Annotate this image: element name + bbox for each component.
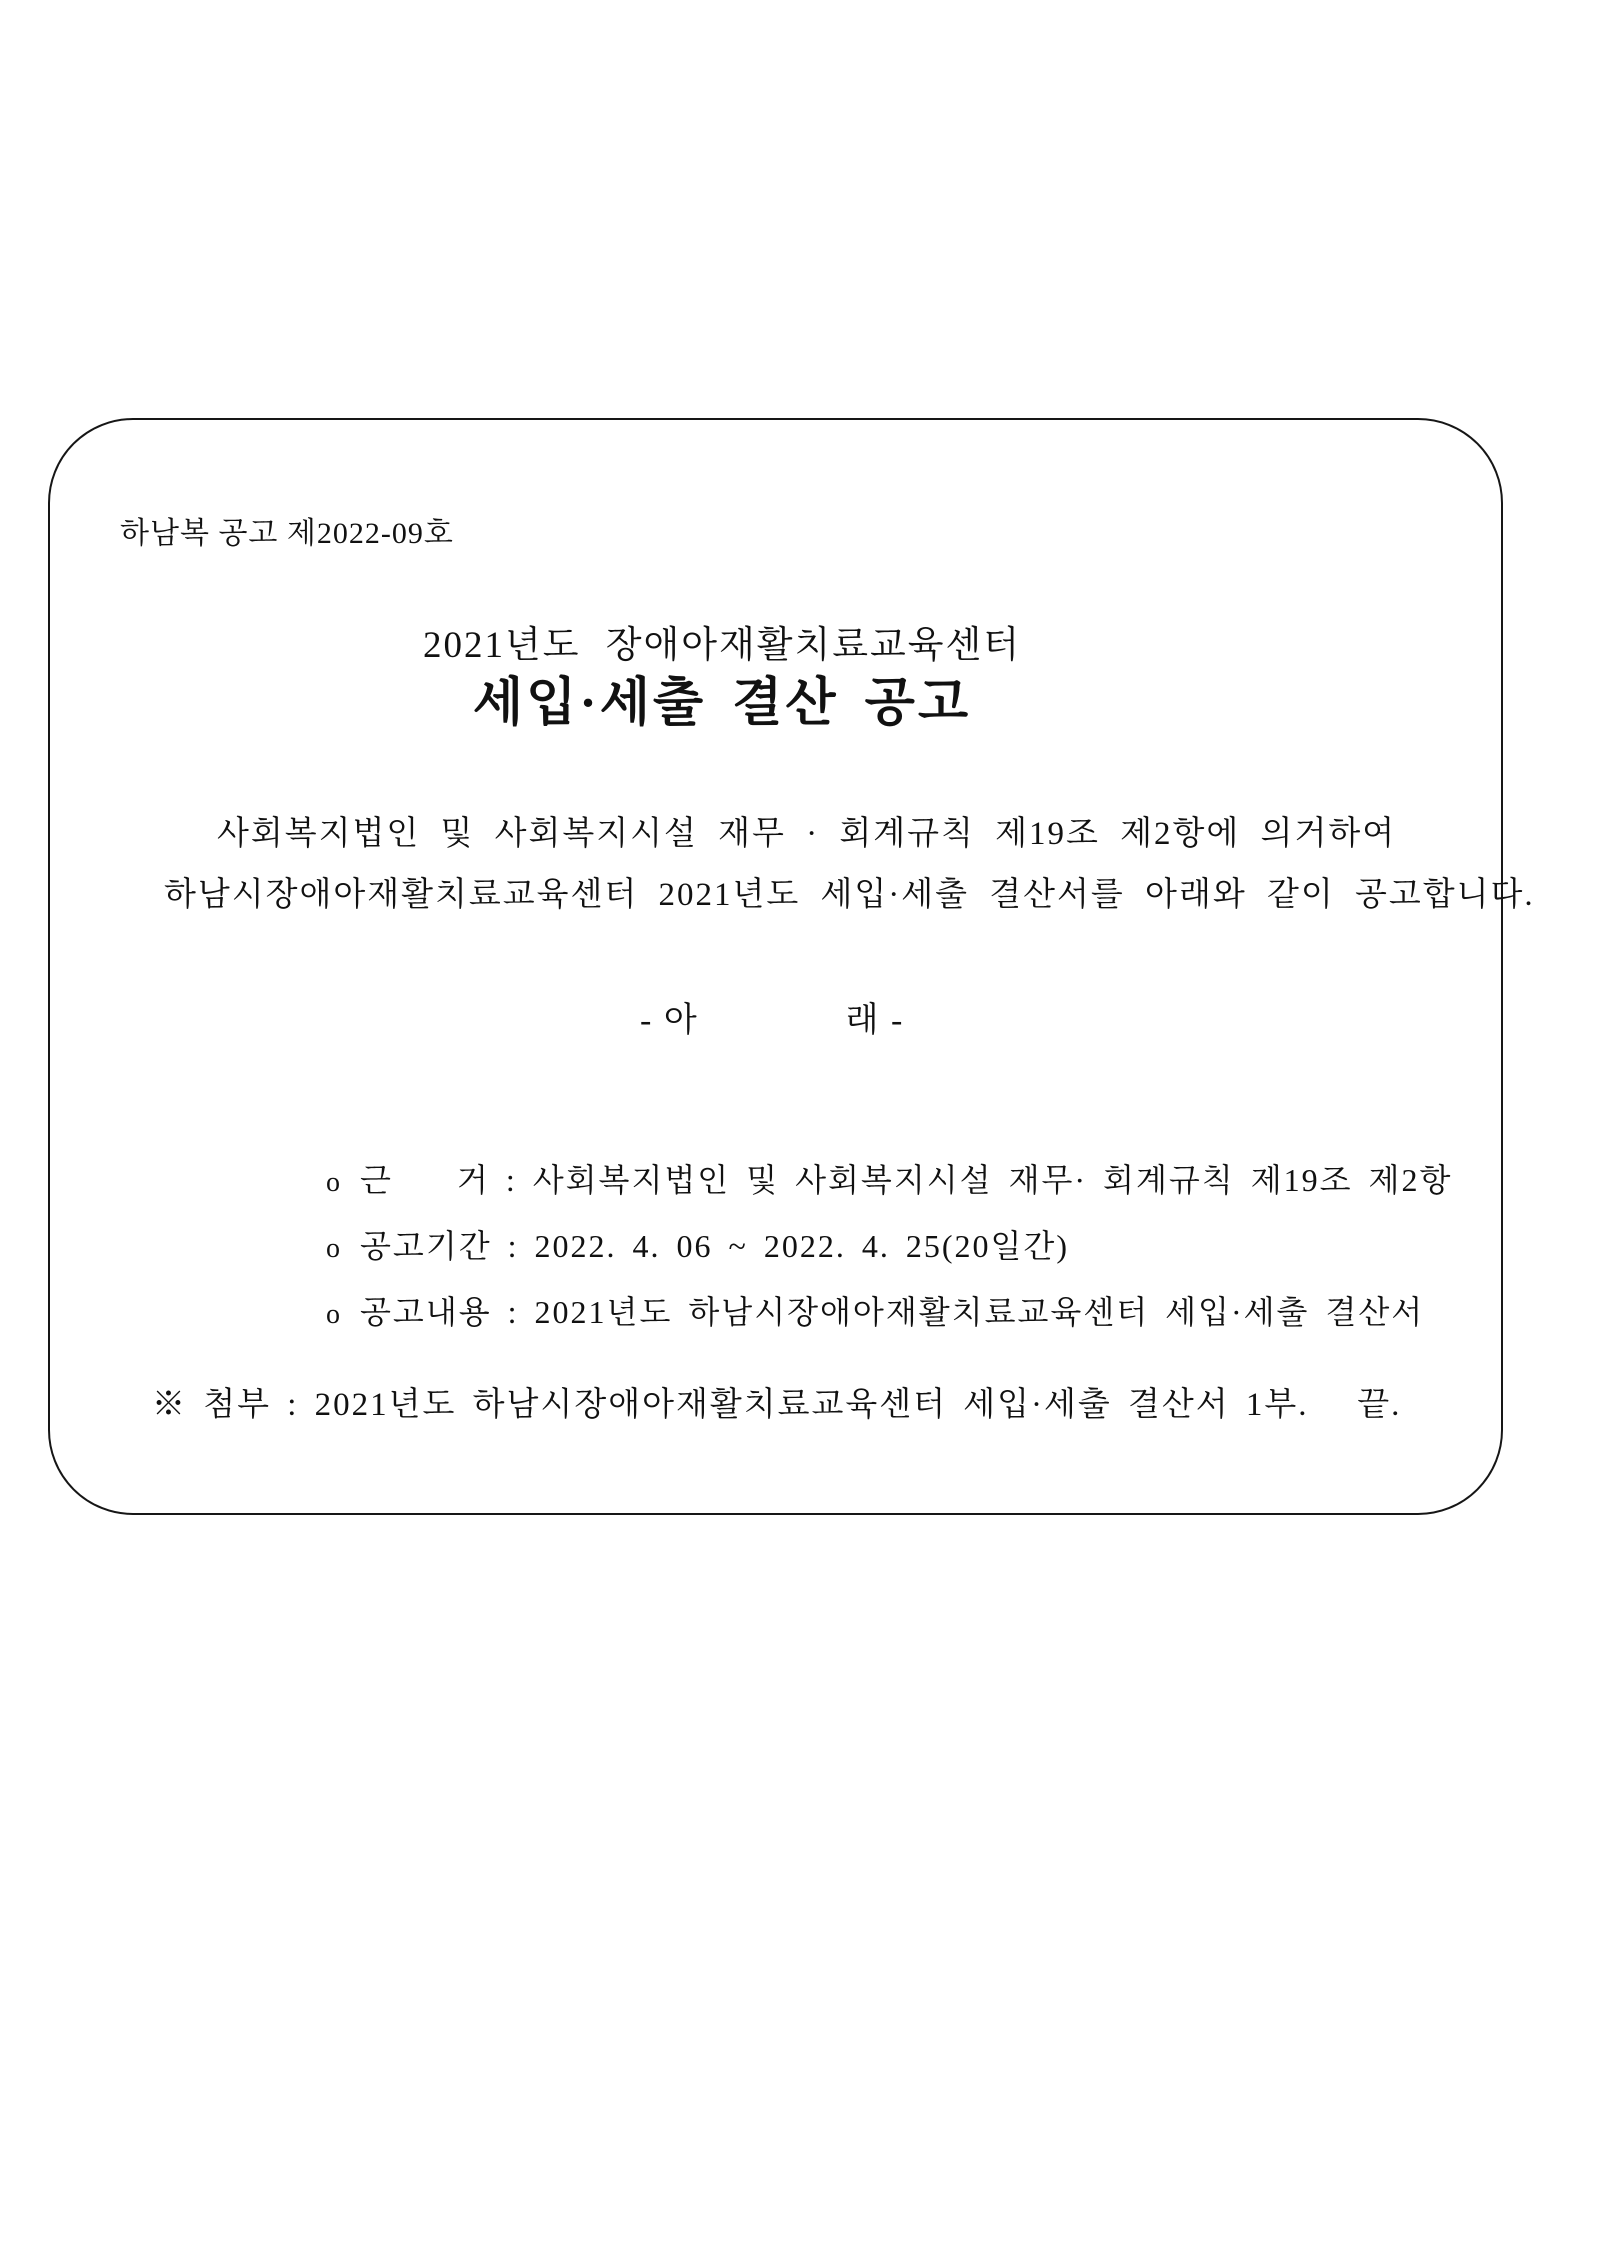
- notice-body-line1: 사회복지법인 및 사회복지시설 재무 · 회계규칙 제19조 제2항에 의거하여: [217, 816, 1397, 852]
- item-bullet: o: [326, 1167, 342, 1198]
- item-value: 2022. 4. 06 ~ 2022. 4. 25(20일간): [534, 1228, 1069, 1264]
- doc-number: 하남복 공고 제2022-09호: [120, 517, 454, 550]
- item-value: 사회복지법인 및 사회복지시설 재무· 회계규칙 제19조 제2항: [532, 1162, 1453, 1198]
- item-label: 근 거: [360, 1162, 490, 1198]
- item-bullet: o: [326, 1233, 342, 1264]
- below-divider: - 아 래 -: [640, 1002, 905, 1039]
- item-label: 공고내용: [360, 1294, 492, 1330]
- item-separator: :: [505, 1162, 517, 1198]
- notice-title: 세입·세출 결산 공고: [472, 675, 972, 732]
- item-separator: :: [507, 1294, 519, 1330]
- item-value: 2021년도 하남시장애아재활치료교육센터 세입·세출 결산서: [534, 1294, 1425, 1330]
- notice-body-line2: 하남시장애아재활치료교육센터 2021년도 세입·세출 결산서를 아래와 같이 공고합니다.: [164, 877, 1535, 913]
- notice-border-frame: [48, 418, 1535, 1515]
- notice-item-content: [230, 1250, 1424, 1370]
- notice-subtitle: 2021년도 장애아재활치료교육센터: [423, 625, 1021, 666]
- item-label: 공고기간: [360, 1228, 492, 1264]
- item-bullet: o: [326, 1299, 342, 1330]
- attachment-note: ※ 첨부 : 2021년도 하남시장애아재활치료교육센터 세입·세출 결산서 1부. 끝.: [152, 1387, 1402, 1423]
- item-separator: :: [507, 1228, 519, 1264]
